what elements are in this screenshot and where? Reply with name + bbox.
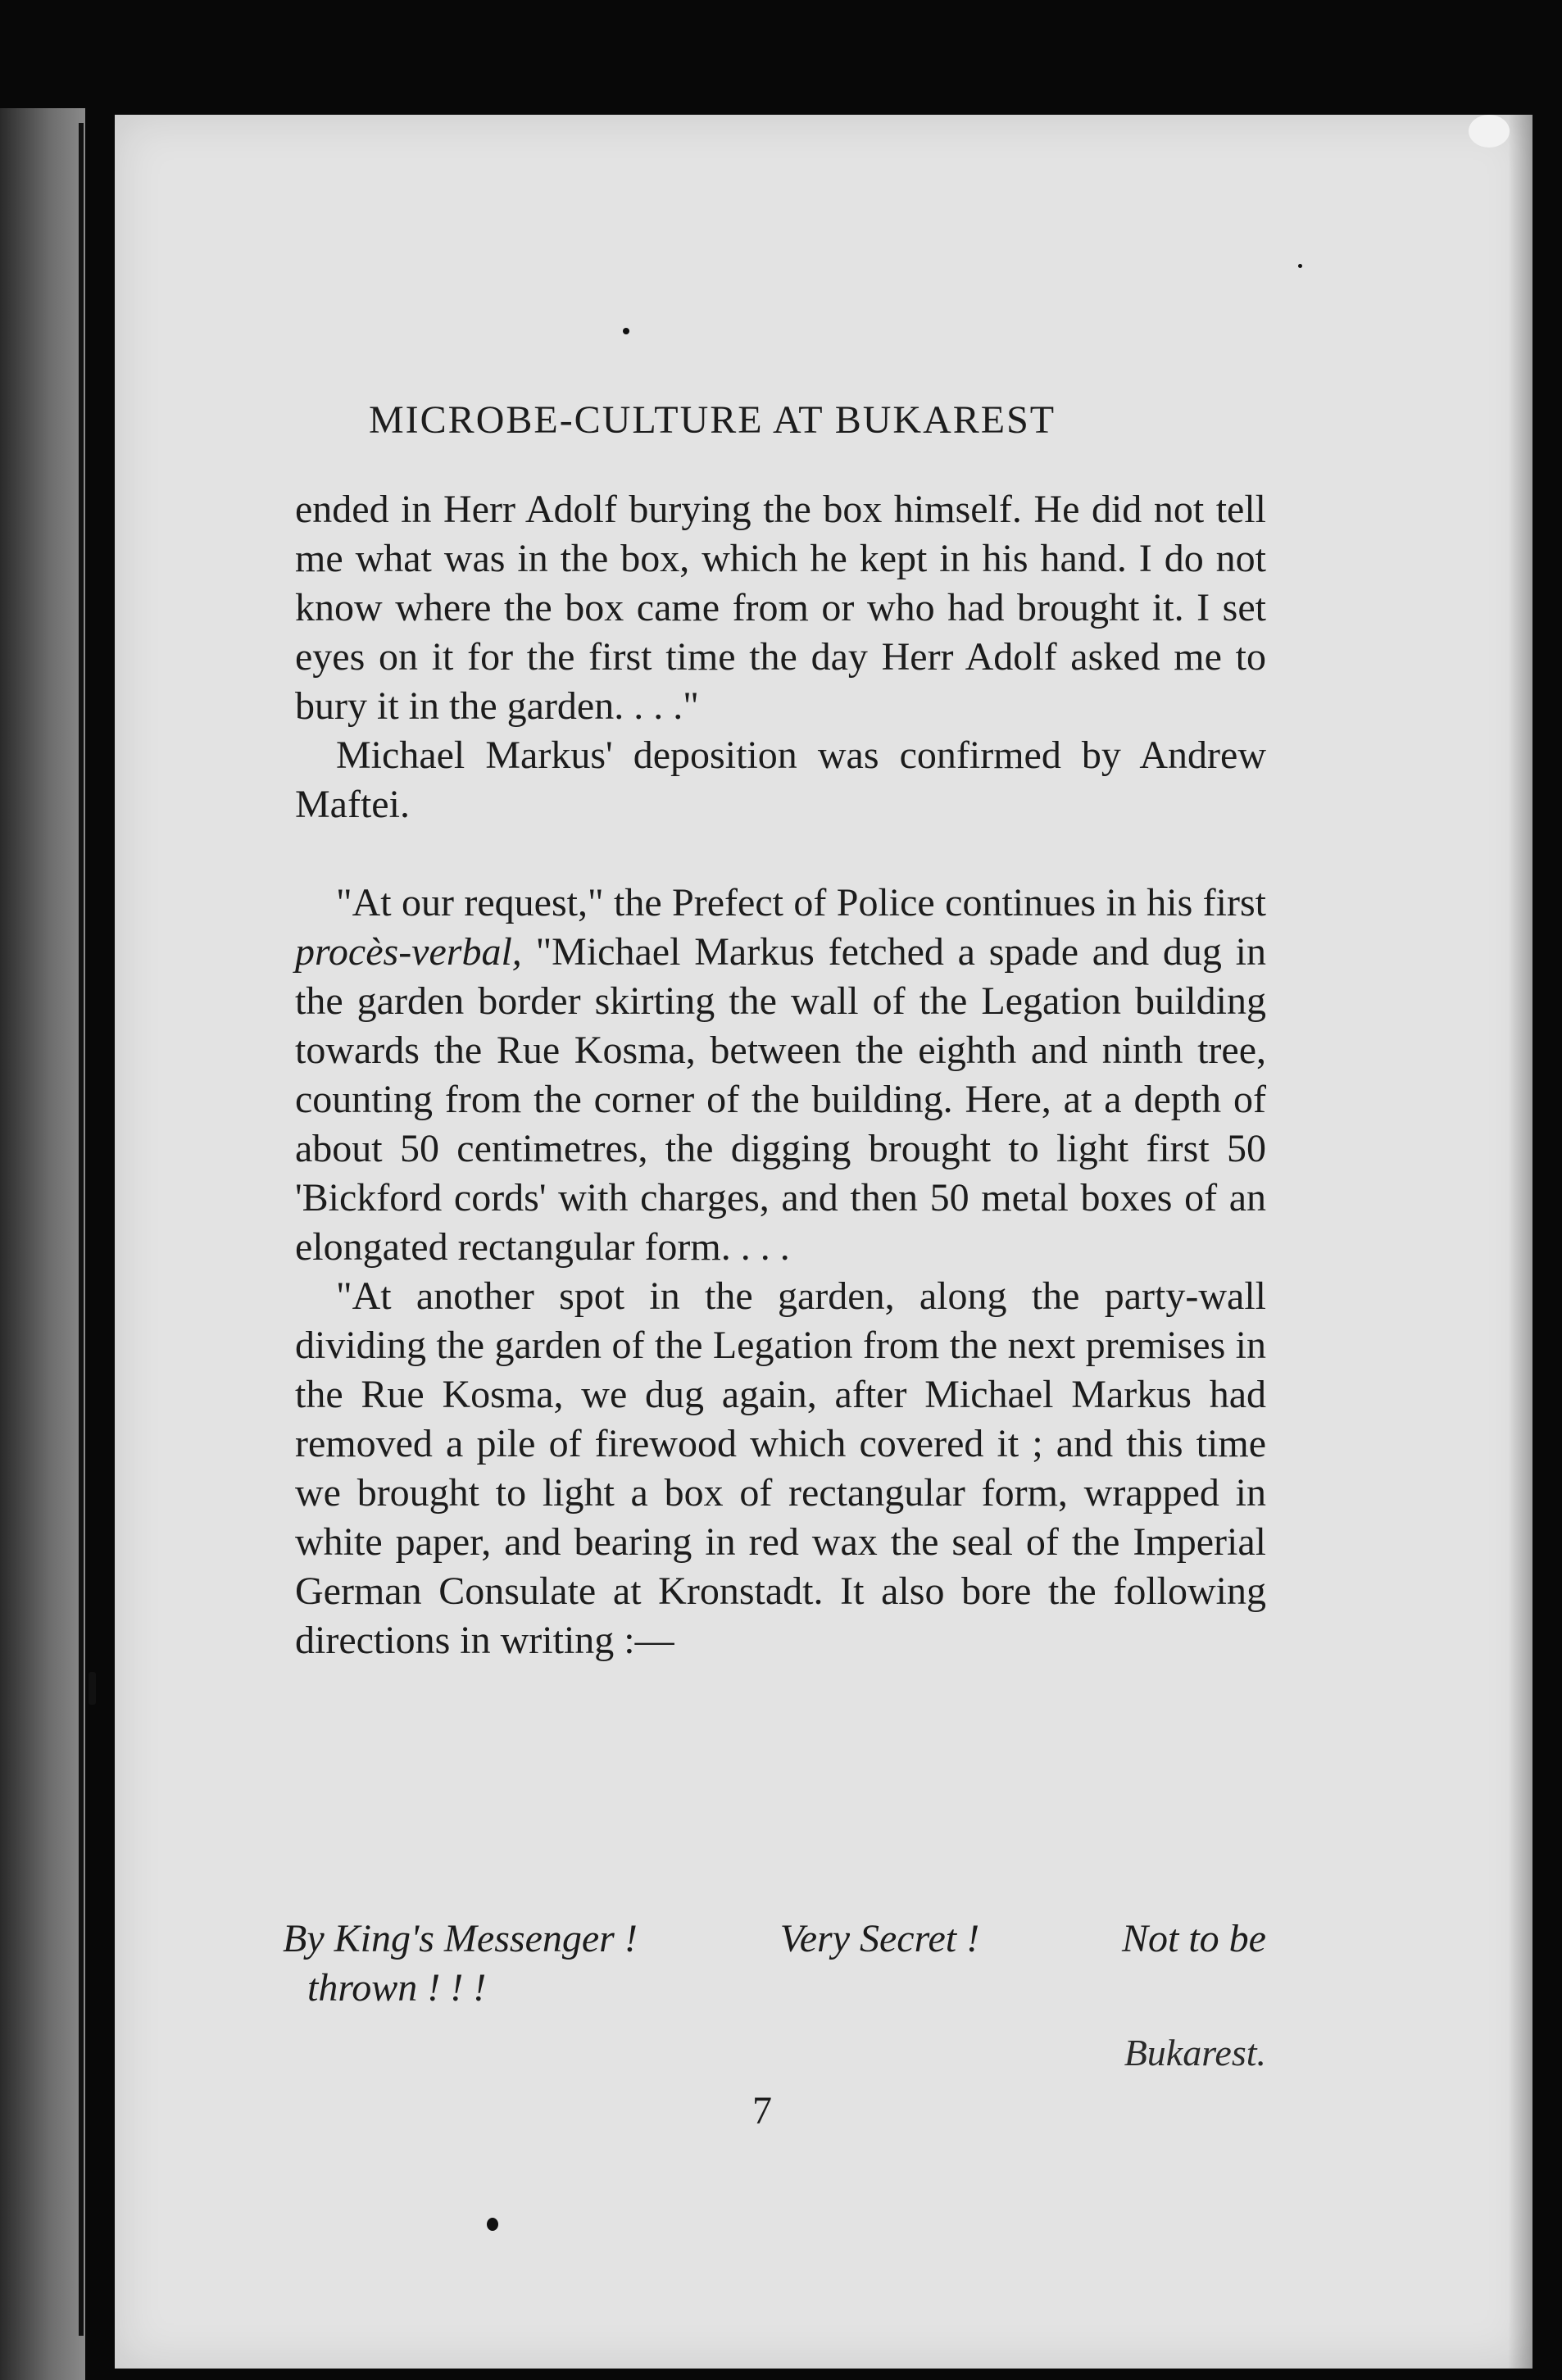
paragraph [295, 879, 1266, 1272]
scan-speck [1469, 115, 1510, 148]
paragraph: "At another spot in the garden, along the party-wall dividing the garden of the Legation from the next premises in the Rue Kosma, we dug again, after Michael Markus had removed a pile of firewood which covered it ; and this time we brought to light a box of rectangular form, wrapped in white paper, and bearing in red wax the seal of the Imperial German Consulate at Kronstadt. It also bore the following directions in writing :— [295, 1274, 1266, 1662]
paragraph: Michael Markus' deposition was confirmed by Andrew Maftei. [295, 734, 1266, 826]
paragraph: ended in Herr Adolf burying the box himself. He did not tell me what was in the box, which he kept in his hand. I do not know where the box came from or who had brought it. I set eyes on it for the first time the day Herr Adolf asked me to bury it in the garden. . . ." [295, 488, 1266, 728]
direction-text: Very Secret ! [779, 1917, 980, 1960]
scan-speck [89, 1672, 96, 1705]
directions-line [283, 1964, 1266, 2013]
page-edge-shadow [1508, 115, 1532, 2369]
page-number: 7 [752, 2089, 772, 2132]
direction-text: Not to be [1121, 1917, 1266, 1960]
italic-term: procès-verbal, [295, 930, 522, 974]
paragraph-text: "Michael Markus fetched a spade and dug in the garden border skirting the wall of the Legation building towards the Rue Kosma, between the eighth and ninth tree, counting from the corner of the building. Here, at a depth of about 50 centimetres, the digging brought to light first 50 'Bickford cords' with charges, and then 50 metal boxes of an elongated rectangular form. . . . [295, 930, 1266, 1269]
scan-speck [487, 2218, 498, 2231]
directions-line [283, 1914, 1266, 1964]
previous-leaf-edge [0, 108, 85, 2380]
running-head: MICROBE-CULTURE AT BUKAREST [369, 398, 1056, 442]
box-directions [283, 1914, 1266, 2013]
direction-text: thrown ! ! ! [307, 1966, 487, 2010]
paragraph-text: "At our request," the Prefect of Police continues in his first [336, 881, 1266, 924]
leaf-edge-line [79, 123, 84, 2336]
scan-speck [623, 328, 629, 334]
body-text [295, 485, 1266, 1665]
direction-text: By King's Messenger ! [283, 1917, 638, 1960]
place-name: Bukarest. [1124, 2032, 1266, 2073]
scan-speck [1298, 264, 1302, 268]
